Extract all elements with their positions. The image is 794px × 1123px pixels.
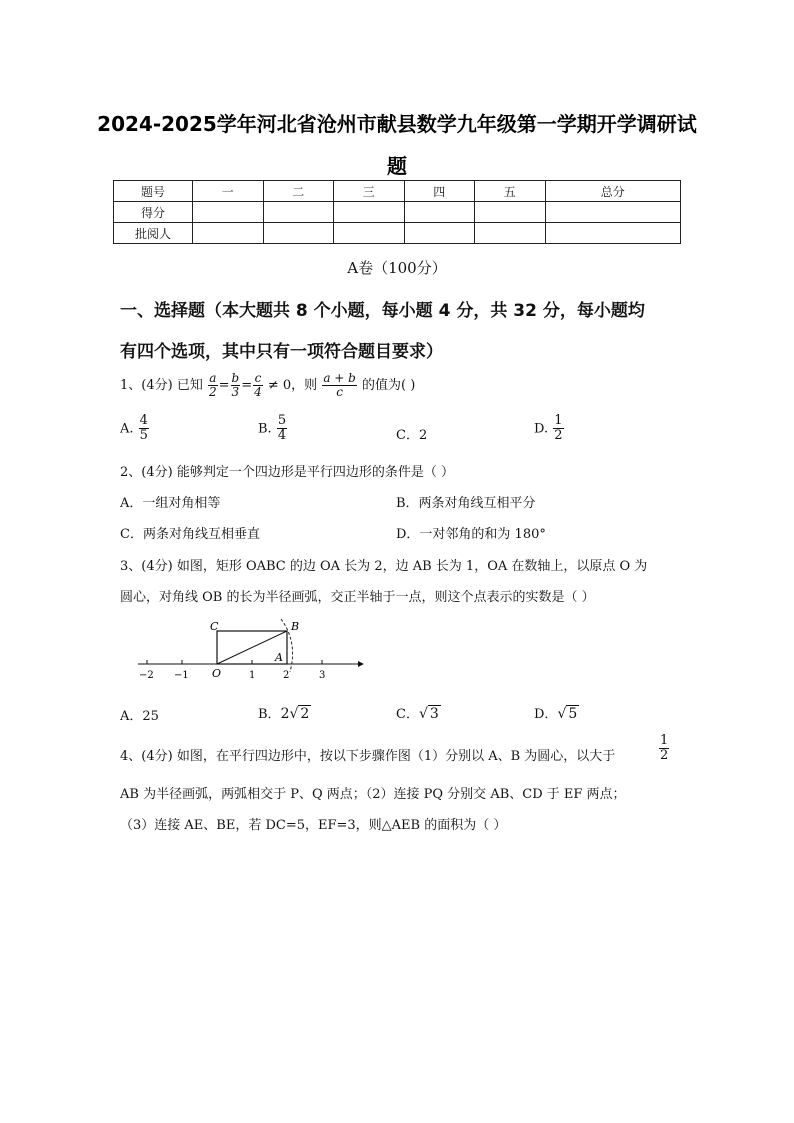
tick-label: −2 (139, 670, 154, 681)
denominator: 4 (254, 385, 262, 400)
paper-section-label: A卷（100分） (347, 259, 447, 277)
page-title: 2024-2025学年河北省沧州市献县数学九年级第一学期开学调研试 (97, 112, 697, 136)
question-1 (120, 372, 415, 399)
denominator: 5 (139, 428, 148, 444)
tick-label: −1 (174, 670, 189, 681)
option-a[interactable]: A．一组对角相等 (120, 496, 221, 511)
equals-sign: = (241, 378, 253, 394)
question-4-line2: AB 为半径画弧，两弧相交于 P、Q 两点；（2）连接 PQ 分别交 AB、CD 于 EF 两点； (120, 787, 626, 802)
coefficient: 2 (280, 706, 290, 722)
label-o: O (212, 667, 222, 680)
equals-sign: = (218, 378, 230, 394)
tick-label: 1 (249, 670, 256, 681)
tick-label: 3 (319, 670, 326, 681)
numerator: a + b (323, 371, 356, 385)
option-c[interactable]: C．两条对角线互相垂直 (120, 527, 260, 542)
score-cell[interactable] (545, 202, 681, 223)
numerator: 1 (660, 733, 669, 748)
option-label: B． (258, 707, 281, 722)
option-b[interactable]: B．两条对角线互相平分 (396, 496, 536, 511)
option-b[interactable] (258, 414, 288, 444)
denominator: 2 (208, 385, 217, 400)
label-b: B (291, 620, 300, 633)
score-cell[interactable] (334, 223, 405, 244)
sqrt-expression: √ 5 (557, 706, 578, 722)
question-1-suffix: 的值为( ) (362, 378, 416, 394)
score-cell[interactable] (263, 223, 334, 244)
option-a[interactable] (120, 414, 150, 444)
label-a: A (275, 651, 283, 664)
table-cell: 一 (193, 181, 264, 202)
table-cell: 五 (475, 181, 546, 202)
section-heading: 一、选择题（本大题共 8 个小题，每小题 4 分，共 32 分，每小题均 (120, 301, 645, 321)
option-b[interactable] (258, 703, 311, 722)
score-cell[interactable] (475, 202, 546, 223)
radicand: 5 (568, 706, 578, 722)
fraction (253, 372, 263, 399)
numerator: 5 (277, 413, 287, 428)
score-cell[interactable] (193, 202, 264, 223)
option-label: D. (534, 421, 549, 437)
fraction (659, 734, 669, 764)
option-c[interactable] (396, 703, 441, 722)
question-4-line3: （3）连接 AE、BE，若 DC=5，EF=3，则△AEB 的面积为（ ） (120, 818, 507, 833)
question-1-prefix: 1、(4分) 已知 (120, 378, 203, 394)
radicand: 3 (429, 706, 439, 722)
rectangle-number-line-figure (130, 612, 370, 686)
fraction (139, 414, 149, 444)
denominator: 2 (554, 428, 563, 444)
tick-label: 2 (283, 670, 290, 681)
fraction (277, 414, 287, 444)
score-cell[interactable] (475, 223, 546, 244)
table-cell: 二 (263, 181, 334, 202)
numerator: 4 (139, 413, 148, 428)
numerator: a (209, 371, 217, 385)
score-cell[interactable] (404, 223, 475, 244)
denominator: c (322, 385, 357, 399)
score-table (113, 180, 681, 244)
score-cell[interactable] (404, 202, 475, 223)
numerator: c (254, 371, 262, 385)
score-cell[interactable] (334, 202, 405, 223)
option-a[interactable]: A．25 (120, 709, 159, 724)
table-cell: 四 (404, 181, 475, 202)
radicand: 2 (300, 706, 310, 722)
option-d[interactable] (534, 414, 565, 444)
not-equal-text: ≠ 0，则 (267, 378, 318, 394)
option-d[interactable] (534, 703, 579, 722)
question-2: 2、(4分) 能够判定一个四边形是平行四边形的条件是（ ） (120, 465, 454, 480)
section-heading-continued: 有四个选项，其中只有一项符合题目要求） (120, 342, 443, 362)
fraction (231, 372, 241, 399)
fraction (553, 414, 563, 444)
sqrt-expression: 2√ 2 (280, 706, 310, 722)
label-c: C (210, 620, 219, 633)
option-c[interactable]: C．2 (396, 428, 428, 443)
table-cell: 题号 (114, 181, 193, 202)
table-cell: 批阅人 (114, 223, 193, 244)
sqrt-expression: √ 3 (418, 706, 439, 722)
page-title-continued: 题 (387, 154, 407, 178)
question-3-line1: 3、(4分) 如图，矩形 OABC 的边 OA 长为 2，边 AB 长为 1，OA 在数轴上，以原点 O 为 (120, 559, 648, 574)
option-label: A. (120, 421, 134, 437)
denominator: 3 (231, 385, 240, 400)
option-d[interactable]: D．一对邻角的和为 180° (396, 527, 546, 542)
table-row (114, 223, 681, 244)
question-4-line1: 4、(4分) 如图，在平行四边形中，按以下步骤作图（1）分别以 A、B 为圆心，以大于 (120, 749, 616, 764)
table-row (114, 202, 681, 223)
question-3-line2: 圆心，对角线 OB 的长为半径画弧，交正半轴于一点，则这个点表示的实数是（ ） (120, 590, 595, 605)
denominator: 4 (277, 428, 287, 444)
option-label: C． (396, 707, 419, 722)
fraction (322, 372, 357, 399)
table-row (114, 181, 681, 202)
option-label: D． (534, 707, 558, 722)
arrow-icon (358, 661, 364, 667)
table-cell: 三 (334, 181, 405, 202)
table-cell: 总分 (545, 181, 681, 202)
numerator: 1 (554, 413, 563, 428)
score-cell[interactable] (545, 223, 681, 244)
fraction (208, 372, 218, 399)
numerator: b (231, 371, 240, 385)
score-cell[interactable] (263, 202, 334, 223)
denominator: 2 (660, 748, 669, 764)
score-cell[interactable] (193, 223, 264, 244)
option-label: B. (258, 421, 272, 437)
table-cell: 得分 (114, 202, 193, 223)
